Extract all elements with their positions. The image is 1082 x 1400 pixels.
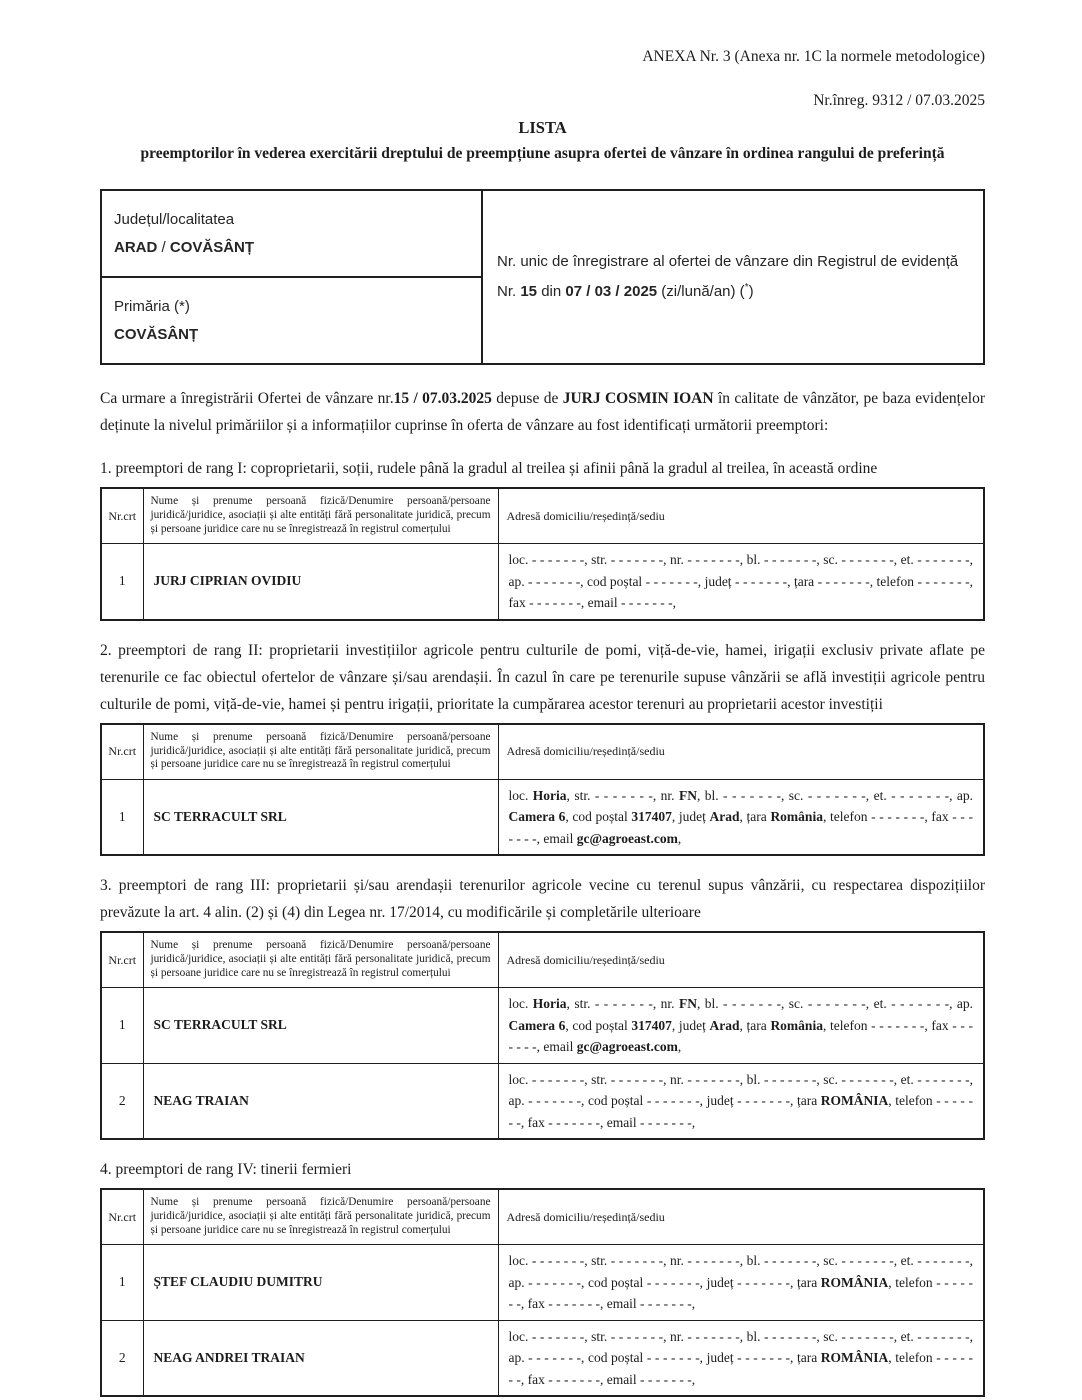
preemptors-table-rang-3 [100,931,985,1140]
col-header-name: Nume și prenume persoană fizică/Denumire persoană/persoane juridică/juridice, asociații și alte entități fără personalitate juridică, precum și persoane juridice care nu se înregistrează în registrul comerțului [143,932,498,988]
col-header-address: Adresă domiciliu/reședință/sediu [498,488,984,544]
table-row [101,1063,984,1139]
section-heading-rang-1: 1. preemptori de rang I: coproprietarii, soții, rudele până la gradul al treilea și afinii până la gradul al treilea, în această ordine [100,460,878,477]
row-number: 1 [101,1245,143,1321]
row-number: 2 [101,1320,143,1396]
col-header-nr: Nr.crt [101,488,143,544]
page-title: LISTA [518,118,567,137]
preemptor-name: ȘTEF CLAUDIU DUMITRU [143,1245,498,1321]
header-info-table [100,189,985,365]
table-row [101,779,984,855]
preemptors-table-rang-4 [100,1188,985,1397]
offer-registration-cell [482,190,984,364]
preemptor-address: loc. - - - - - - -, str. - - - - - - -, nr. - - - - - - -, bl. - - - - - - -, sc. - - - - - - -, et. - - - - - - -, ap. - - - - - - -, cod poștal - - - - - - -, județ - - - - - - -, țara ROMÂNIA, telefon - - - - - - -, fax - - - - - - -, email - - - - - - -, [498,1245,984,1321]
preemptor-name: SC TERRACULT SRL [143,779,498,855]
offer-registration-label: Nr. unic de înregistrare al ofertei de vânzare din Registrul de evidență [497,253,959,270]
preemptor-name: NEAG TRAIAN [143,1063,498,1139]
preemptor-address: loc. - - - - - - -, str. - - - - - - -, nr. - - - - - - -, bl. - - - - - - -, sc. - - - - - - -, et. - - - - - - -, ap. - - - - - - -, cod poștal - - - - - - -, județ - - - - - - -, țara ROMÂNIA, telefon - - - - - - -, fax - - - - - - -, email - - - - - - -, [498,1320,984,1396]
anexa-note: ANEXA Nr. 3 (Anexa nr. 1C la normele metodologice) [642,48,985,65]
table-header-row [101,1189,984,1245]
preemptors-table-rang-1 [100,487,985,621]
preemptor-address: loc. Horia, str. - - - - - - -, nr. FN, bl. - - - - - - -, sc. - - - - - - -, et. - - - - - - -, ap. Camera 6, cod poștal 317407, județ Arad, țara România, telefon - - - - - - -, fax - - - - - - -, email gc@agroeast.com, [498,988,984,1064]
section-heading-rang-2: 2. preemptori de rang II: proprietarii investițiilor agricole pentru culturile de pomi, viță-de-vie, hamei, irigații exclusiv private aflate pe terenurile ce fac obiectul ofertelor de vânzare și/sau arendașii. În cazul în care pe terenurile supuse vânzării se află investiții agricole pentru culturile de pomi, viță-de-vie, hamei și pentru irigații, prioritate la cumpărarea acestor terenuri au proprietarii acestor investiții [100,641,985,713]
col-header-nr: Nr.crt [101,1189,143,1245]
intro-paragraph: Ca urmare a înregistrării Ofertei de vânzare nr.15 / 07.03.2025 depuse de JURJ COSMIN IOAN în calitate de vânzător, pe baza evidențelor deținute la nivelul primăriilor și a informațiilor cuprinse în oferta de vânzare au fost identificați următorii preemptori: [100,390,986,434]
col-header-address: Adresă domiciliu/reședință/sediu [498,1189,984,1245]
col-header-nr: Nr.crt [101,724,143,780]
col-header-nr: Nr.crt [101,932,143,988]
table-row [101,544,984,620]
section-heading-rang-4: 4. preemptori de rang IV: tinerii fermieri [100,1161,352,1178]
county-cell [101,190,482,277]
table-row [101,1320,984,1396]
section-heading-rang-3: 3. preemptori de rang III: proprietarii și/sau arendașii terenurilor agricole vecine cu terenul supus vânzării, cu respectarea dispozițiilor prevăzute la art. 4 alin. (2) și (4) din Legea nr. 17/2014, cu modificările și completările ulterioare [100,877,985,921]
table-row [101,1245,984,1321]
county-value: ARAD / COVĂSÂNȚ [114,238,255,256]
preemptor-name: NEAG ANDREI TRAIAN [143,1320,498,1396]
preemptor-address: loc. - - - - - - -, str. - - - - - - -, nr. - - - - - - -, bl. - - - - - - -, sc. - - - - - - -, et. - - - - - - -, ap. - - - - - - -, cod poștal - - - - - - -, județ - - - - - - -, țara ROMÂNIA, telefon - - - - - - -, fax - - - - - - -, email - - - - - - -, [498,1063,984,1139]
col-header-name: Nume și prenume persoană fizică/Denumire persoană/persoane juridică/juridice, asociații și alte entități fără personalitate juridică, precum și persoane juridice care nu se înregistrează în registrul comerțului [143,1189,498,1245]
preemptor-name: JURJ CIPRIAN OVIDIU [143,544,498,620]
col-header-address: Adresă domiciliu/reședință/sediu [498,724,984,780]
row-number: 1 [101,779,143,855]
col-header-name: Nume și prenume persoană fizică/Denumire persoană/persoane juridică/juridice, asociații și alte entități fără personalitate juridică, precum și persoane juridice care nu se înregistrează în registrul comerțului [143,724,498,780]
table-header-row [101,724,984,780]
county-label: Județul/localitatea [114,210,235,228]
col-header-address: Adresă domiciliu/reședință/sediu [498,932,984,988]
registration-number: Nr.înreg. 9312 / 07.03.2025 [813,92,985,109]
page-subtitle: preemptorilor în vederea exercitării dreptului de preempțiune asupra ofertei de vânzare în ordinea rangului de preferință [140,145,945,162]
primaria-label: Primăria (*) [114,297,190,315]
offer-registration-value: Nr. 15 din 07 / 03 / 2025 (zi/lună/an) (*) [497,282,754,300]
table-row [101,988,984,1064]
table-header-row [101,932,984,988]
col-header-name: Nume și prenume persoană fizică/Denumire persoană/persoane juridică/juridice, asociații și alte entități fără personalitate juridică, precum și persoane juridice care nu se înregistrează în registrul comerțului [143,488,498,544]
preemptor-address: loc. Horia, str. - - - - - - -, nr. FN, bl. - - - - - - -, sc. - - - - - - -, et. - - - - - - -, ap. Camera 6, cod poștal 317407, județ Arad, țara România, telefon - - - - - - -, fax - - - - - - -, email gc@agroeast.com, [498,779,984,855]
primaria-cell [101,277,482,364]
primaria-value: COVĂSÂNȚ [114,325,199,343]
preemptors-table-rang-2 [100,723,985,857]
preemptor-address: loc. - - - - - - -, str. - - - - - - -, nr. - - - - - - -, bl. - - - - - - -, sc. - - - - - - -, et. - - - - - - -, ap. - - - - - - -, cod poștal - - - - - - -, județ - - - - - - -, țara - - - - - - -, telefon - - - - - - -, fax - - - - - - -, email - - - - - - -, [498,544,984,620]
row-number: 1 [101,988,143,1064]
preemptor-name: SC TERRACULT SRL [143,988,498,1064]
table-header-row [101,488,984,544]
row-number: 2 [101,1063,143,1139]
row-number: 1 [101,544,143,620]
